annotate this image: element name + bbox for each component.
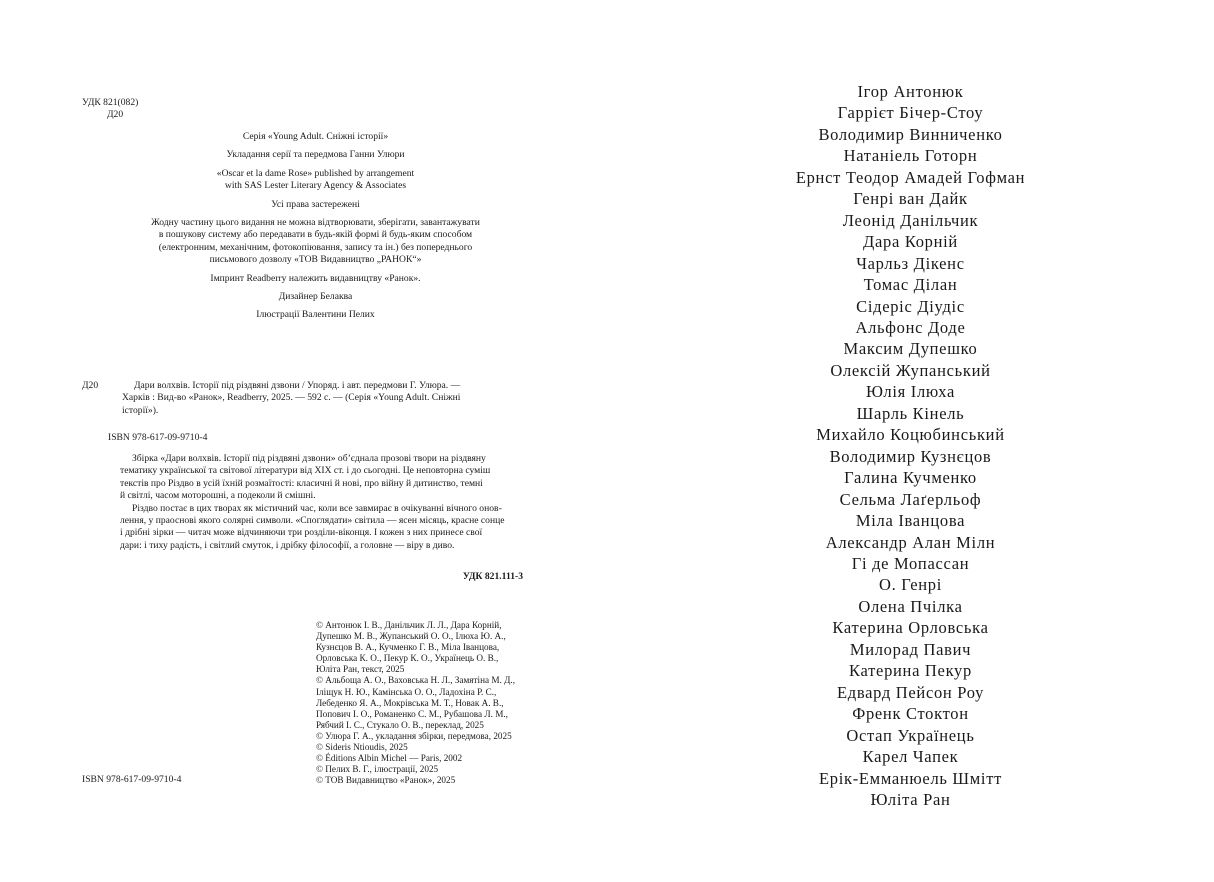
- author-name: Гі де Мопассан: [851, 553, 970, 573]
- catalog-line: історії»).: [122, 404, 159, 416]
- udk-code: УДК 821(082): [82, 97, 139, 108]
- author-name: Катерина Орловська: [832, 618, 989, 638]
- annotation-line: лення, у праоснові якого солярні символи. «Споглядати» світила — ясен місяць, красне сонце: [120, 515, 505, 527]
- author-name: Катерина Пекур: [849, 661, 972, 681]
- annotation-line: й світлі, часом моторошні, а подеколи й смішні.: [120, 490, 316, 502]
- author-mark: Д20: [107, 109, 124, 121]
- author-name: Шарль Кінель: [856, 403, 965, 423]
- author-name: Томас Ділан: [863, 275, 958, 295]
- author-name: Остап Українець: [846, 725, 975, 745]
- author-name: Михайло Коцюбинський: [816, 425, 1005, 445]
- catalog-line: Дари волхвів. Історії під різдвяні дзвони / Упоряд. і авт. передмови Г. Улюра. —: [134, 380, 461, 391]
- author-name: Володимир Винниченко: [818, 124, 1003, 144]
- author-name: Ернст Теодор Амадей Гофман: [795, 167, 1026, 187]
- copyright-line: © Éditions Albin Michel — Paris, 2002: [316, 753, 463, 764]
- restriction-line: (електронним, механічним, фотокопіювання, запису та ін.) без попереднього: [158, 241, 473, 253]
- annotation-paragraph: [108, 503, 523, 553]
- author-name: Карел Чапек: [862, 747, 959, 767]
- author-name: Сельма Лаґерльоф: [839, 489, 982, 509]
- author-name: Ігор Антонюк: [857, 82, 964, 101]
- catalog-description: [108, 380, 523, 417]
- copyright-line: © Улюра Г. А., укладання збірки, передмова, 2025: [316, 730, 512, 741]
- copyright-line: Кузнєцов В. А., Кучменко Г. В., Міла Іванцова,: [316, 642, 500, 653]
- copyright-line: © Sideris Ntioudis, 2025: [316, 742, 408, 753]
- author-name: Ерік-Емманюель Шмітт: [818, 768, 1003, 788]
- author-name: Натаніель Готорн: [843, 146, 978, 166]
- author-name: Міла Іванцова: [855, 511, 966, 531]
- author-name: Френк Стоктон: [852, 704, 969, 724]
- copyright-line: Юліта Ран, текст, 2025: [316, 664, 405, 675]
- restriction-line: Жодну частину цього видання не можна відтворювати, зберігати, завантажувати: [151, 217, 480, 229]
- annotation-line: тематику української та світової літератури від XIX ст. і до сьогодні. Це неповторна суміш: [120, 465, 491, 477]
- arrangement-note: [108, 168, 523, 193]
- restriction-line: в пошукову систему або передавати в будь-якій формі й будь-яким способом: [158, 229, 473, 241]
- arrangement-line: with SAS Lester Literary Agency & Associates: [224, 180, 407, 192]
- rights-line: Усі права застережені: [271, 198, 360, 210]
- annotation-line: Збірка «Дари волхвів. Історії під різдвяні дзвони» об’єднала прозові твори на різдвяну: [132, 453, 486, 464]
- udk-classification: УДК 821.111-3: [462, 571, 523, 582]
- annotation-paragraph: [108, 453, 523, 503]
- designer-line: Дизайнер Белаква: [278, 291, 353, 303]
- author-name: Юлія Ілюха: [865, 382, 956, 402]
- author-name: Чарльз Дікенс: [856, 253, 965, 273]
- author-name: Галина Кучменко: [844, 468, 977, 488]
- copyright-line: Лебеденко Я. А., Мокрівська М. Т., Новак А. В.,: [316, 697, 504, 708]
- isbn-bottom: ISBN 978-617-09-9710-4: [82, 774, 182, 785]
- annotation-line: текстів про Різдво в усій їхній розмаїтості: класичні й нові, про війну й дитинство, темні: [120, 477, 483, 489]
- catalog-code: Д20: [82, 380, 99, 391]
- author-name: Альфонс Доде: [855, 317, 966, 337]
- catalog-line: Харків : Вид-во «Ранок», Readberry, 2025. — 592 с. — (Серія «Young Adult. Сніжні: [122, 392, 461, 404]
- author-name: Милорад Павич: [849, 639, 972, 659]
- copyright-line: Дупешко М. В., Жупанський О. О., Ілюха Ю. А.,: [316, 631, 506, 642]
- author-name: Едвард Пейсон Роу: [836, 682, 985, 702]
- copyright-list: [316, 620, 531, 786]
- author-name: Олексій Жупанський: [830, 360, 991, 380]
- author-name: Сідеріс Діудіс: [856, 296, 965, 316]
- isbn: ISBN 978-617-09-9710-4: [108, 432, 208, 443]
- author-name: Юліта Ран: [870, 789, 951, 809]
- author-name: О. Генрі: [878, 575, 943, 595]
- author-name: Генрі ван Дайк: [853, 189, 968, 209]
- annotation: [108, 453, 523, 552]
- imprint-block: [108, 131, 523, 328]
- imprint-line: Імпринт Readberry належить видавництву «Ранок».: [210, 272, 421, 284]
- compilation-line: Укладання серії та передмова Ганни Улюри: [226, 149, 405, 161]
- right-page: [607, 0, 1214, 882]
- annotation-line: дари: і тиху радість, і світлий смуток, і дрібку філософії, а головне — віру в диво.: [120, 539, 455, 551]
- catalog-entry: [82, 380, 523, 417]
- author-name: Володимир Кузнєцов: [829, 446, 992, 466]
- illustrations-line: Ілюстрації Валентини Пелих: [256, 309, 375, 321]
- author-name: Александр Алан Мілн: [825, 532, 996, 552]
- copyright-line: Іліщук Н. Ю., Камінська О. О., Ладохіна Р. С.,: [316, 686, 497, 697]
- copyright-line: Рябчий І. С., Стукало О. В., переклад, 2025: [316, 719, 484, 730]
- copyright-line: © Пелих В. Г., ілюстрації, 2025: [316, 764, 439, 775]
- author-list: [607, 81, 1214, 810]
- restriction-line: письмового дозволу «ТОВ Видавництво „РАНОК“»: [209, 254, 422, 266]
- copyright-line: © ТОВ Видавництво «Ранок», 2025: [316, 775, 456, 786]
- author-name: Олена Пчілка: [858, 596, 963, 616]
- author-name: Гаррієт Бічер-Стоу: [837, 103, 984, 123]
- author-name: Леонід Данільчик: [842, 210, 979, 230]
- author-name: Дара Корній: [863, 232, 958, 252]
- copyright-line: Попович І. О., Романенко С. М., Рубашова Л. М.,: [316, 708, 508, 719]
- copyright-line: © Альбоща А. О., Ваховська Н. Л., Замятіна М. Д.,: [316, 675, 516, 686]
- restriction-note: [108, 217, 523, 267]
- copyright-line: © Антонюк І. В., Данільчик Л. Л., Дара Корній,: [316, 620, 502, 630]
- author-name: Максим Дупешко: [843, 339, 978, 359]
- annotation-line: і дрібні зірки — читач може відчиняючи три розділи-віконця. І кожен з них принесе свої: [120, 527, 483, 539]
- annotation-line: Різдво постає в цих творах як містичний час, коли все завмирає в очікуванні вічного онов-: [132, 502, 502, 514]
- arrangement-line: «Oscar et la dame Rose» published by arrangement: [216, 167, 415, 179]
- copyright-line: Орловська К. О., Пекур К. О., Українець О. В.,: [316, 653, 499, 664]
- udk-code-block: [82, 97, 138, 122]
- series-line: Серія «Young Adult. Сніжні історії»: [242, 131, 389, 142]
